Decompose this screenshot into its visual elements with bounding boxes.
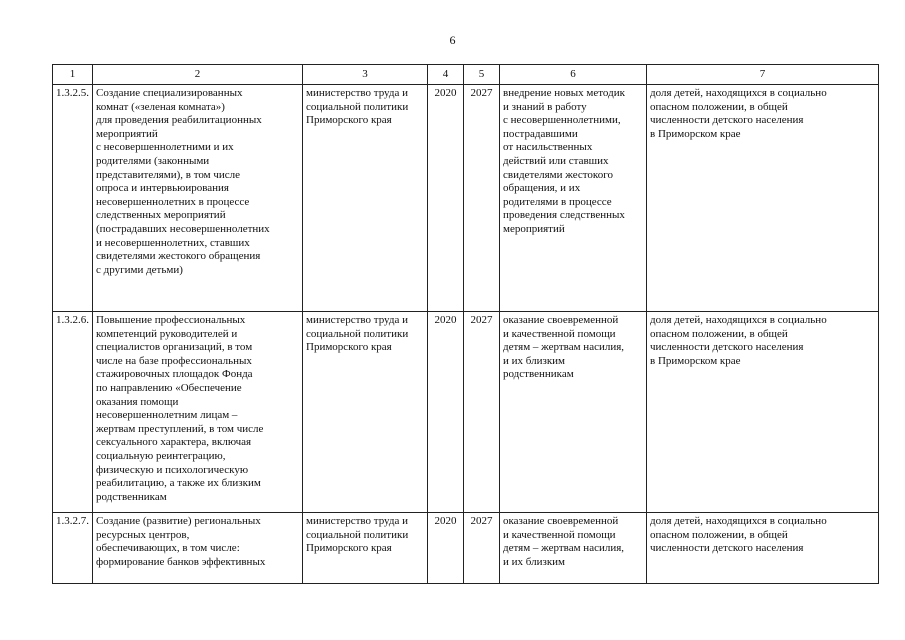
result-text: оказание своевременной и качественной помощи детям – жертвам насилия, и их близким bbox=[503, 515, 625, 568]
indicator-cell bbox=[647, 85, 879, 312]
page-number: 6 bbox=[449, 33, 456, 47]
measures-table bbox=[52, 64, 879, 584]
executor-text: министерство труда и социальной политики Приморского края bbox=[306, 87, 409, 127]
result-cell bbox=[500, 85, 647, 312]
row-number: 1.3.2.5. bbox=[53, 85, 93, 312]
measure-text: Создание (развитие) региональных ресурсных центров, обеспечивающих, в том числе: формирование банков эффективных bbox=[96, 515, 266, 568]
start-year: 2020 bbox=[428, 513, 464, 584]
table-row bbox=[53, 85, 879, 312]
header-col-3: 3 bbox=[303, 65, 428, 85]
indicator-text: доля детей, находящихся в социально опасном положении, в общей численности детского населения в Приморском крае bbox=[650, 314, 827, 367]
executor-cell bbox=[303, 312, 428, 513]
table-row bbox=[53, 312, 879, 513]
indicator-text: доля детей, находящихся в социально опасном положении, в общей численности детского населения в Приморском крае bbox=[650, 87, 827, 140]
indicator-text: доля детей, находящихся в социально опасном положении, в общей численности детского населения bbox=[650, 515, 827, 555]
result-text: оказание своевременной и качественной помощи детям – жертвам насилия, и их близким родственникам bbox=[503, 314, 625, 381]
start-year: 2020 bbox=[428, 312, 464, 513]
header-col-2: 2 bbox=[93, 65, 303, 85]
measure-text: Повышение профессиональных компетенций руководителей и специалистов организаций, в том числе на базе профессиональных стажировочных площадок Фонда по направлению «Обеспечение оказания помощи несовершеннолетним лицам – жертвам преступлений, в том числе сексуального характера, включая социальную реинтеграцию, физическую и психологическую реабилитацию, а также их близким родственникам bbox=[96, 314, 264, 503]
executor-text: министерство труда и социальной политики Приморского края bbox=[306, 314, 409, 354]
executor-cell bbox=[303, 85, 428, 312]
row-number: 1.3.2.7. bbox=[53, 513, 93, 584]
header-col-1: 1 bbox=[53, 65, 93, 85]
start-year: 2020 bbox=[428, 85, 464, 312]
indicator-cell bbox=[647, 513, 879, 584]
indicator-cell bbox=[647, 312, 879, 513]
header-col-6: 6 bbox=[500, 65, 647, 85]
end-year: 2027 bbox=[464, 85, 500, 312]
measure-cell bbox=[93, 312, 303, 513]
header-col-7: 7 bbox=[647, 65, 879, 85]
executor-cell bbox=[303, 513, 428, 584]
table-row bbox=[53, 513, 879, 584]
measure-cell bbox=[93, 85, 303, 312]
header-col-4: 4 bbox=[428, 65, 464, 85]
measure-cell bbox=[93, 513, 303, 584]
result-cell bbox=[500, 312, 647, 513]
result-cell bbox=[500, 513, 647, 584]
end-year: 2027 bbox=[464, 312, 500, 513]
result-text: внедрение новых методик и знаний в работу с несовершеннолетними, пострадавшими от насильственных действий или ставших свидетелями жестокого обращения, и их родителями в процессе проведения следственных мероприятий bbox=[503, 87, 625, 235]
header-row bbox=[53, 65, 879, 85]
end-year: 2027 bbox=[464, 513, 500, 584]
header-col-5: 5 bbox=[464, 65, 500, 85]
executor-text: министерство труда и социальной политики Приморского края bbox=[306, 515, 409, 555]
measure-text: Создание специализированных комнат («зеленая комната») для проведения реабилитационных мероприятий с несовершеннолетними и их родителями (законными представителями), в том числе опроса и интервьюирования несовершеннолетних в процессе следственных мероприятий (пострадавших несовершеннолетних и несовершеннолетних, ставших свидетелями жестокого обращения с другими детьми) bbox=[96, 87, 270, 276]
row-number: 1.3.2.6. bbox=[53, 312, 93, 513]
